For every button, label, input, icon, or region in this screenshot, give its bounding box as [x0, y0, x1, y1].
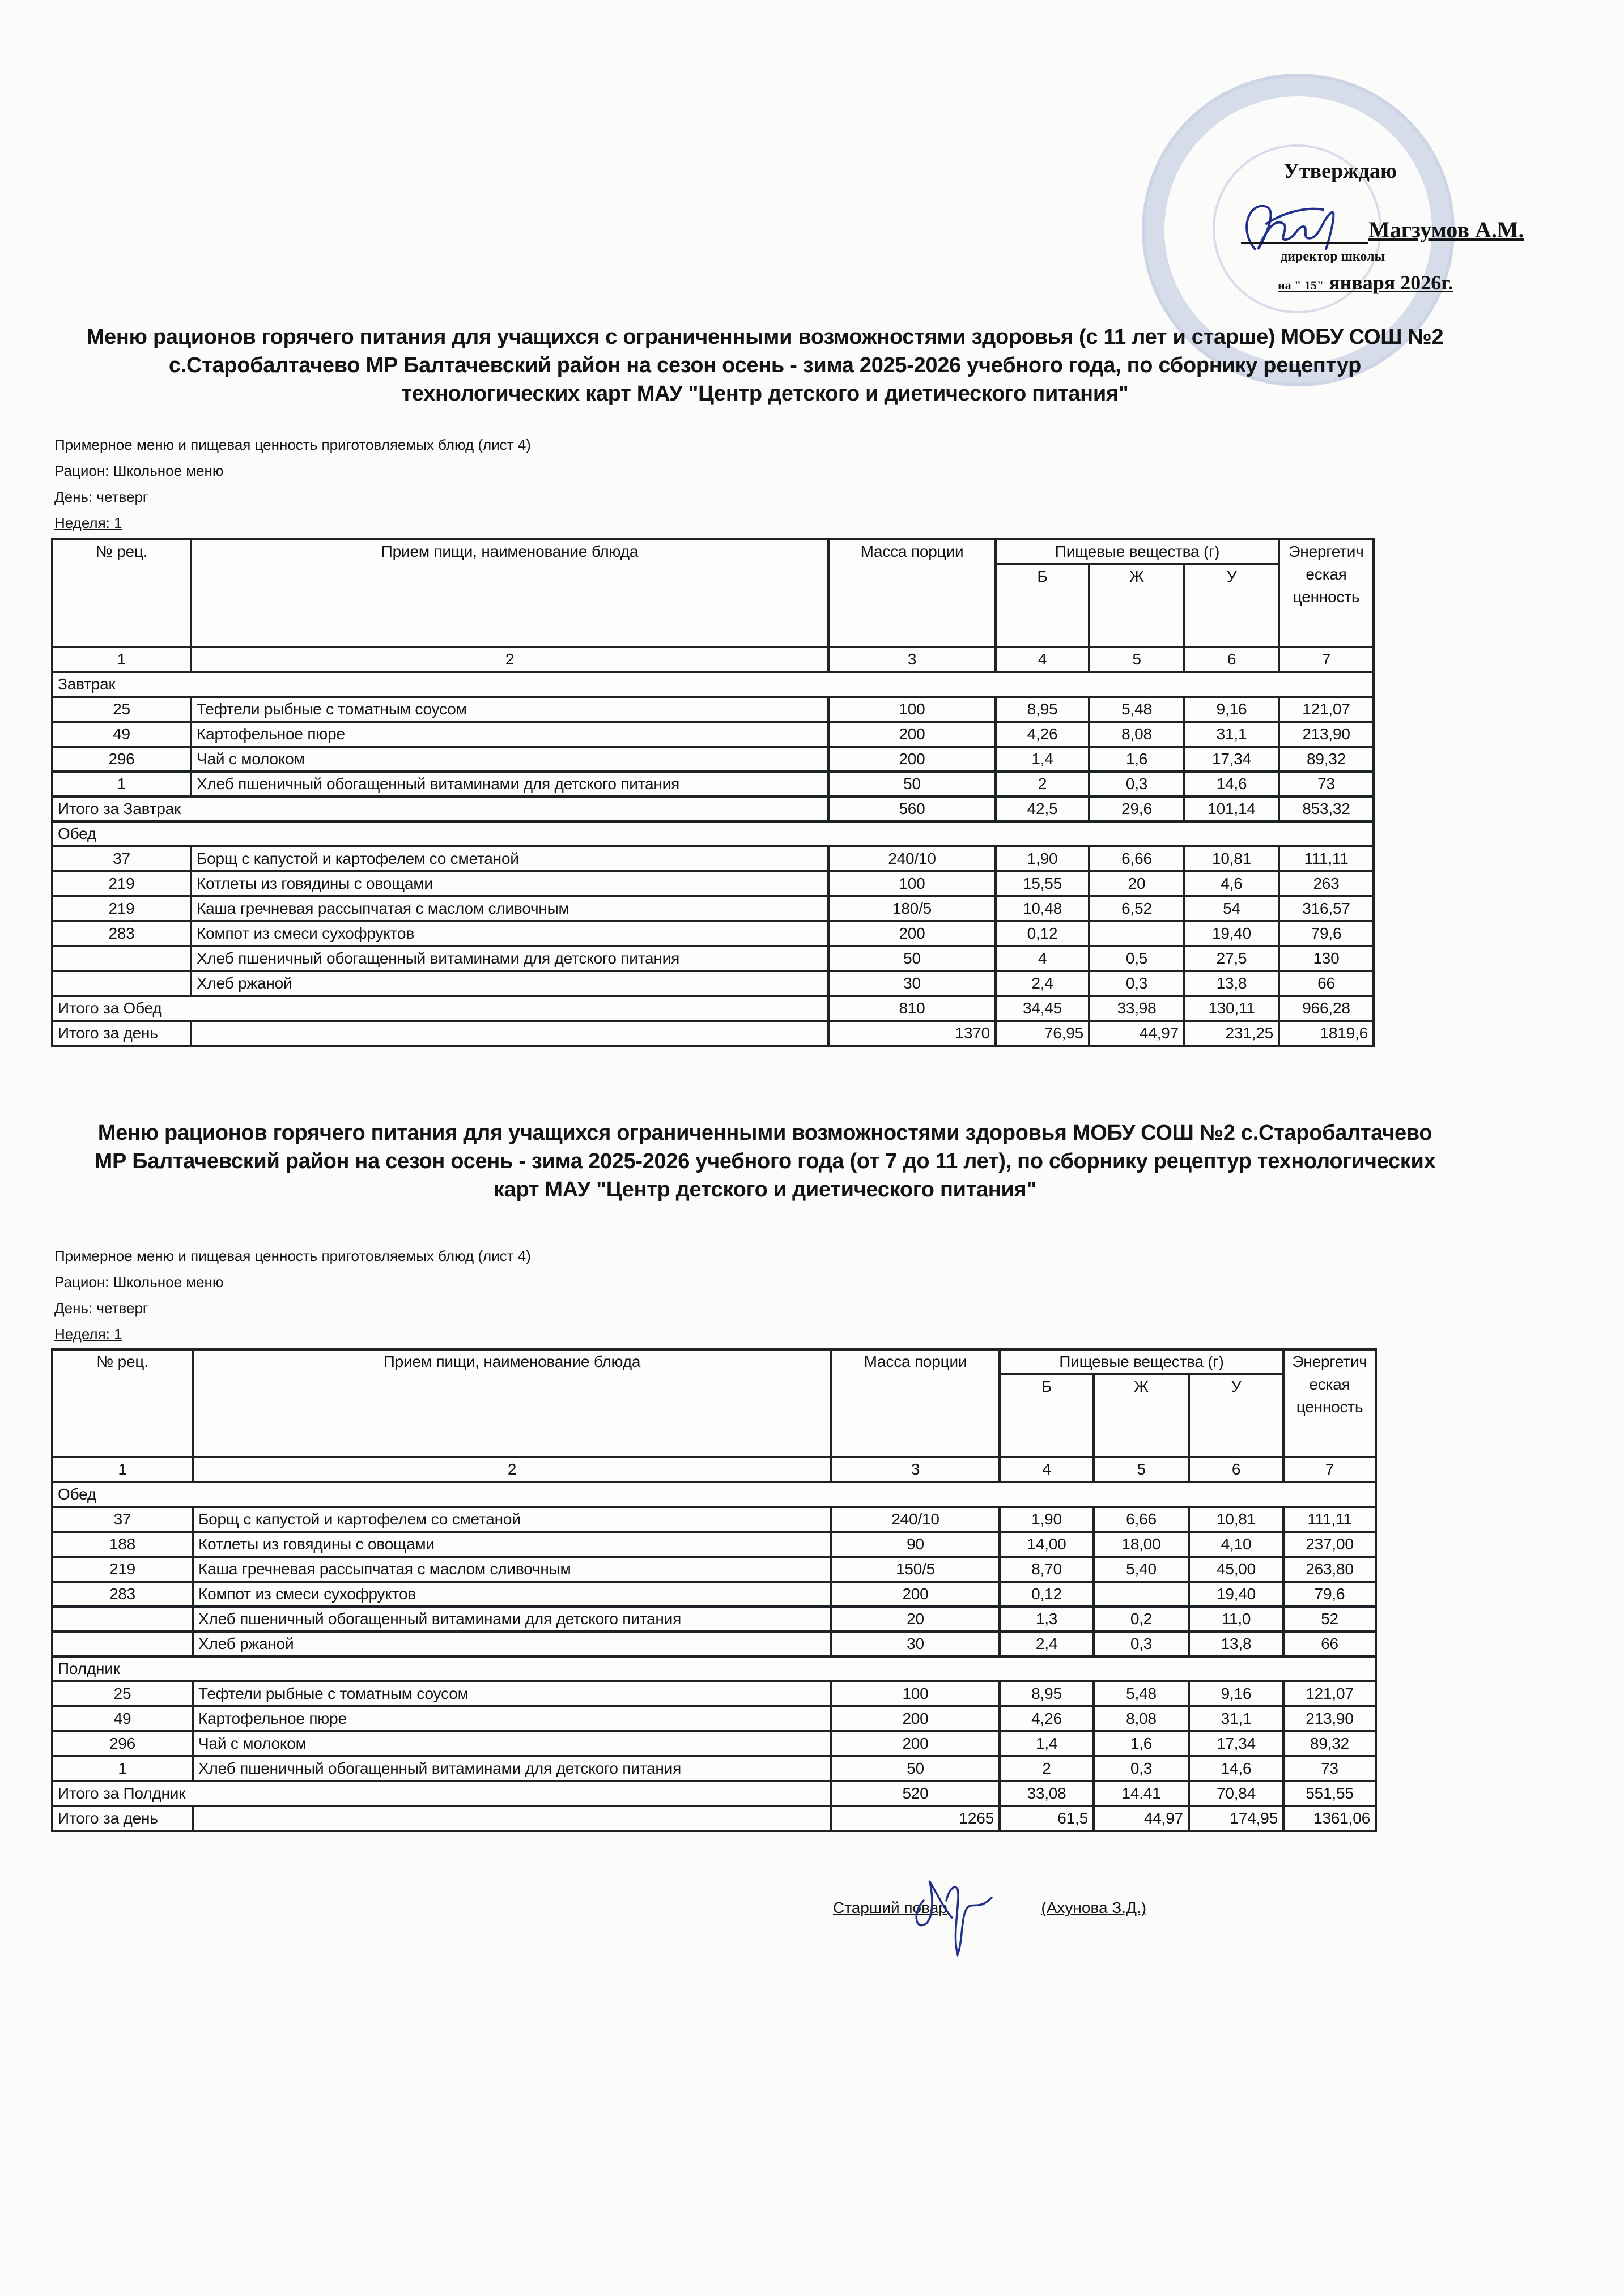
header-nutrients: Пищевые вещества (г): [996, 539, 1279, 564]
section-label: Обед: [52, 821, 1374, 846]
day-total-row: [52, 1806, 1376, 1831]
dish-name: Борщ с капустой и картофелем со сметаной: [191, 846, 828, 871]
menu1-ration-label: Рацион: Школьное меню: [54, 462, 224, 479]
recipe-number: 219: [52, 896, 191, 921]
day-total-fat: 44,97: [1094, 1806, 1189, 1831]
day-total-fat: 44,97: [1089, 1021, 1184, 1046]
protein-value: 2: [1000, 1756, 1094, 1781]
column-number: 5: [1094, 1457, 1189, 1482]
column-number: 4: [996, 647, 1089, 672]
dish-name: Картофельное пюре: [193, 1706, 831, 1731]
total-protein: 33,08: [1000, 1781, 1094, 1806]
dish-name: Картофельное пюре: [191, 722, 828, 747]
total-energy: 853,32: [1279, 796, 1374, 821]
table-row: [52, 971, 1374, 996]
portion-mass: 100: [828, 871, 996, 896]
energy-value: 79,6: [1283, 1582, 1376, 1607]
header-recipe-no: № рец.: [52, 539, 191, 647]
energy-value: 130: [1279, 946, 1374, 971]
dish-name: Котлеты из говядины с овощами: [191, 871, 828, 896]
menu1-meta: [54, 432, 531, 536]
energy-value: 111,11: [1279, 846, 1374, 871]
section-row: [52, 672, 1374, 697]
menu1-title: [57, 323, 1473, 408]
portion-mass: 30: [828, 971, 996, 996]
energy-value: 316,57: [1279, 896, 1374, 921]
menu1-body: [52, 672, 1374, 1046]
approval-date-main: января 2026г.: [1329, 271, 1453, 294]
director-signature-icon: [1232, 195, 1368, 258]
section-total-row: [52, 796, 1374, 821]
header-carbs: У: [1184, 564, 1279, 647]
column-number: 4: [1000, 1457, 1094, 1482]
total-fat: 14.41: [1094, 1781, 1189, 1806]
energy-value: 66: [1283, 1632, 1376, 1656]
column-number: 3: [831, 1457, 1000, 1482]
fat-value: 1,6: [1094, 1731, 1189, 1756]
column-number: 7: [1283, 1457, 1376, 1482]
energy-value: 121,07: [1279, 697, 1374, 722]
menu2-meta: [54, 1243, 531, 1347]
day-total-row: [52, 1021, 1374, 1046]
portion-mass: 100: [831, 1681, 1000, 1706]
header-mass: Масса порции: [828, 539, 996, 647]
carbs-value: 9,16: [1184, 697, 1279, 722]
section-row: [52, 1656, 1376, 1681]
cook-role: Старший повар: [833, 1899, 947, 1916]
protein-value: 2,4: [1000, 1632, 1094, 1656]
portion-mass: 50: [828, 772, 996, 796]
signature-line: [1241, 242, 1368, 244]
carbs-value: 13,8: [1184, 971, 1279, 996]
header-carbs: У: [1189, 1374, 1283, 1457]
dish-name: Компот из смеси сухофруктов: [191, 921, 828, 946]
table-header-row: [52, 1349, 1376, 1374]
carbs-value: 54: [1184, 896, 1279, 921]
table-row: [52, 1731, 1376, 1756]
fat-value: 0,3: [1089, 971, 1184, 996]
header-dish: Прием пищи, наименование блюда: [193, 1349, 831, 1457]
carbs-value: 14,6: [1189, 1756, 1283, 1781]
carbs-value: 10,81: [1184, 846, 1279, 871]
column-number: 2: [191, 647, 828, 672]
menu2-title-line: МР Балтачевский район на сезон осень - зима 2025-2026 учебного года (от 7 до 11 лет), по сборнику рецептур технологических: [94, 1149, 1436, 1173]
fat-value: 5,40: [1094, 1557, 1189, 1582]
fat-value: 0,3: [1094, 1756, 1189, 1781]
section-total-label: Итого за Обед: [52, 996, 828, 1021]
menu1-sheet-label: Примерное меню и пищевая ценность приготовляемых блюд (лист 4): [54, 436, 531, 453]
total-protein: 34,45: [996, 996, 1089, 1021]
recipe-number: [52, 1632, 193, 1656]
carbs-value: 4,10: [1189, 1532, 1283, 1557]
day-total-carbs: 231,25: [1184, 1021, 1279, 1046]
approval-title: Утверждаю: [1283, 159, 1397, 183]
total-mass: 810: [828, 996, 996, 1021]
fat-value: 6,66: [1089, 846, 1184, 871]
recipe-number: [52, 946, 191, 971]
column-number-row: [52, 647, 1374, 672]
section-total-label: Итого за Полдник: [52, 1781, 831, 1806]
table-row: [52, 846, 1374, 871]
dish-name: Борщ с капустой и картофелем со сметаной: [193, 1507, 831, 1532]
dish-name: Компот из смеси сухофруктов: [193, 1582, 831, 1607]
dish-name: Хлеб пшеничный обогащенный витаминами для детского питания: [191, 946, 828, 971]
header-energy-line: Энергетич: [1292, 1353, 1367, 1370]
recipe-number: 1: [52, 772, 191, 796]
dish-name: Хлеб ржаной: [191, 971, 828, 996]
table-row: [52, 921, 1374, 946]
carbs-value: 17,34: [1189, 1731, 1283, 1756]
total-carbs: 70,84: [1189, 1781, 1283, 1806]
cook-name: (Ахунова З.Д.): [1041, 1899, 1147, 1916]
cook-signature-icon: [907, 1878, 997, 1957]
day-total-mass: 1370: [828, 1021, 996, 1046]
recipe-number: 1: [52, 1756, 193, 1781]
portion-mass: 50: [828, 946, 996, 971]
header-energy: [1283, 1349, 1376, 1457]
day-total-label: Итого за день: [52, 1806, 193, 1831]
fat-value: 8,08: [1089, 722, 1184, 747]
energy-value: 263,80: [1283, 1557, 1376, 1582]
portion-mass: 50: [831, 1756, 1000, 1781]
day-total-protein: 76,95: [996, 1021, 1089, 1046]
recipe-number: 37: [52, 1507, 193, 1532]
column-number: 6: [1184, 647, 1279, 672]
section-label: Полдник: [52, 1656, 1376, 1681]
table-row: [52, 1582, 1376, 1607]
day-total-protein: 61,5: [1000, 1806, 1094, 1831]
table-row: [52, 697, 1374, 722]
header-nutrients: Пищевые вещества (г): [1000, 1349, 1283, 1374]
protein-value: 0,12: [996, 921, 1089, 946]
dish-name: Чай с молоком: [191, 747, 828, 772]
day-total-energy: 1819,6: [1279, 1021, 1374, 1046]
carbs-value: 27,5: [1184, 946, 1279, 971]
fat-value: 6,66: [1094, 1507, 1189, 1532]
portion-mass: 200: [831, 1731, 1000, 1756]
menu1-table: [51, 538, 1375, 1047]
menu2-table: [51, 1348, 1377, 1832]
fat-value: [1094, 1582, 1189, 1607]
header-energy-line: ценность: [1293, 588, 1360, 606]
column-number: 7: [1279, 647, 1374, 672]
approval-date-prefix: на " 15": [1278, 278, 1324, 292]
table-row: [52, 946, 1374, 971]
protein-value: 1,4: [996, 747, 1089, 772]
director-name: Магзумов А.М.: [1368, 217, 1524, 242]
fat-value: 0,5: [1089, 946, 1184, 971]
carbs-value: 31,1: [1184, 722, 1279, 747]
portion-mass: 90: [831, 1532, 1000, 1557]
approval-date: [1278, 271, 1453, 295]
protein-value: 15,55: [996, 871, 1089, 896]
fat-value: 6,52: [1089, 896, 1184, 921]
portion-mass: 200: [831, 1582, 1000, 1607]
fat-value: 0,3: [1089, 772, 1184, 796]
header-fat: Ж: [1089, 564, 1184, 647]
table-row: [52, 1507, 1376, 1532]
portion-mass: 200: [828, 722, 996, 747]
protein-value: 8,70: [1000, 1557, 1094, 1582]
fat-value: 20: [1089, 871, 1184, 896]
fat-value: [1089, 921, 1184, 946]
section-total-label: Итого за Завтрак: [52, 796, 828, 821]
table-row: [52, 1532, 1376, 1557]
menu1-title-line: технологических карт МАУ "Центр детского и диетического питания": [401, 382, 1129, 406]
carbs-value: 10,81: [1189, 1507, 1283, 1532]
menu2-day-label: День: четверг: [54, 1300, 148, 1317]
day-total-energy: 1361,06: [1283, 1806, 1376, 1831]
table-row: [52, 1706, 1376, 1731]
recipe-number: 283: [52, 1582, 193, 1607]
header-energy-line: еская: [1306, 565, 1347, 583]
protein-value: 14,00: [1000, 1532, 1094, 1557]
section-row: [52, 1482, 1376, 1507]
recipe-number: 49: [52, 722, 191, 747]
menu2-body: [52, 1482, 1376, 1831]
total-mass: 560: [828, 796, 996, 821]
carbs-value: 19,40: [1184, 921, 1279, 946]
dish-name: Тефтели рыбные с томатным соусом: [193, 1681, 831, 1706]
header-dish: Прием пищи, наименование блюда: [191, 539, 828, 647]
portion-mass: 240/10: [831, 1507, 1000, 1532]
section-label: Обед: [52, 1482, 1376, 1507]
day-total-empty: [193, 1806, 831, 1831]
recipe-number: 296: [52, 747, 191, 772]
recipe-number: 296: [52, 1731, 193, 1756]
energy-value: 73: [1283, 1756, 1376, 1781]
protein-value: 8,95: [996, 697, 1089, 722]
portion-mass: 200: [831, 1706, 1000, 1731]
carbs-value: 4,6: [1184, 871, 1279, 896]
protein-value: 4,26: [1000, 1706, 1094, 1731]
table-row: [52, 747, 1374, 772]
energy-value: 111,11: [1283, 1507, 1376, 1532]
fat-value: 18,00: [1094, 1532, 1189, 1557]
carbs-value: 45,00: [1189, 1557, 1283, 1582]
carbs-value: 9,16: [1189, 1681, 1283, 1706]
header-protein: Б: [996, 564, 1089, 647]
table-row: [52, 871, 1374, 896]
protein-value: 0,12: [1000, 1582, 1094, 1607]
total-energy: 551,55: [1283, 1781, 1376, 1806]
dish-name: Каша гречневая рассыпчатая с маслом сливочным: [191, 896, 828, 921]
energy-value: 73: [1279, 772, 1374, 796]
portion-mass: 180/5: [828, 896, 996, 921]
protein-value: 2,4: [996, 971, 1089, 996]
portion-mass: 150/5: [831, 1557, 1000, 1582]
portion-mass: 20: [831, 1607, 1000, 1632]
dish-name: Котлеты из говядины с овощами: [193, 1532, 831, 1557]
section-total-row: [52, 1781, 1376, 1806]
header-mass: Масса порции: [831, 1349, 1000, 1457]
menu1-title-line: Меню рационов горячего питания для учащихся с ограниченными возможностями здоровья (с 11 лет и старше) МОБУ СОШ №2: [86, 325, 1444, 349]
recipe-number: [52, 971, 191, 996]
section-total-row: [52, 996, 1374, 1021]
energy-value: 121,07: [1283, 1681, 1376, 1706]
dish-name: Чай с молоком: [193, 1731, 831, 1756]
recipe-number: [52, 1607, 193, 1632]
portion-mass: 200: [828, 747, 996, 772]
recipe-number: 37: [52, 846, 191, 871]
table-row: [52, 1756, 1376, 1781]
protein-value: 1,3: [1000, 1607, 1094, 1632]
total-carbs: 130,11: [1184, 996, 1279, 1021]
header-recipe-no: № рец.: [52, 1349, 193, 1457]
fat-value: 0,2: [1094, 1607, 1189, 1632]
recipe-number: 25: [52, 1681, 193, 1706]
director-role: директор школы: [1281, 249, 1385, 264]
table-row: [52, 1557, 1376, 1582]
carbs-value: 11,0: [1189, 1607, 1283, 1632]
day-total-empty: [191, 1021, 828, 1046]
table-header-row: [52, 539, 1374, 564]
carbs-value: 31,1: [1189, 1706, 1283, 1731]
column-number: 1: [52, 647, 191, 672]
header-energy-line: Энергетич: [1289, 543, 1364, 560]
energy-value: 213,90: [1279, 722, 1374, 747]
portion-mass: 200: [828, 921, 996, 946]
column-number: 3: [828, 647, 996, 672]
energy-value: 52: [1283, 1607, 1376, 1632]
dish-name: Хлеб пшеничный обогащенный витаминами для детского питания: [191, 772, 828, 796]
protein-value: 4: [996, 946, 1089, 971]
protein-value: 1,90: [1000, 1507, 1094, 1532]
recipe-number: 219: [52, 1557, 193, 1582]
total-energy: 966,28: [1279, 996, 1374, 1021]
menu2-week-label: Неделя: 1: [54, 1326, 122, 1343]
protein-value: 10,48: [996, 896, 1089, 921]
fat-value: 0,3: [1094, 1632, 1189, 1656]
protein-value: 8,95: [1000, 1681, 1094, 1706]
dish-name: Тефтели рыбные с томатным соусом: [191, 697, 828, 722]
total-mass: 520: [831, 1781, 1000, 1806]
dish-name: Хлеб пшеничный обогащенный витаминами для детского питания: [193, 1756, 831, 1781]
portion-mass: 240/10: [828, 846, 996, 871]
menu2-title: [57, 1119, 1473, 1204]
portion-mass: 30: [831, 1632, 1000, 1656]
energy-value: 89,32: [1279, 747, 1374, 772]
protein-value: 4,26: [996, 722, 1089, 747]
total-fat: 33,98: [1089, 996, 1184, 1021]
header-energy-line: ценность: [1296, 1398, 1363, 1416]
protein-value: 1,90: [996, 846, 1089, 871]
dish-name: Каша гречневая рассыпчатая с маслом сливочным: [193, 1557, 831, 1582]
column-number: 2: [193, 1457, 831, 1482]
menu2-title-line: Меню рационов горячего питания для учащихся ограниченными возможностями здоровья МОБУ СОШ №2 с.Старобалтачево: [97, 1121, 1432, 1145]
total-carbs: 101,14: [1184, 796, 1279, 821]
menu2-title-line: карт МАУ "Центр детского и диетического питания": [493, 1178, 1037, 1202]
fat-value: 8,08: [1094, 1706, 1189, 1731]
header-fat: Ж: [1094, 1374, 1189, 1457]
energy-value: 89,32: [1283, 1731, 1376, 1756]
table-row: [52, 772, 1374, 796]
fat-value: 5,48: [1089, 697, 1184, 722]
recipe-number: 25: [52, 697, 191, 722]
recipe-number: 283: [52, 921, 191, 946]
header-energy: [1279, 539, 1374, 647]
total-fat: 29,6: [1089, 796, 1184, 821]
day-total-mass: 1265: [831, 1806, 1000, 1831]
recipe-number: 49: [52, 1706, 193, 1731]
recipe-number: 219: [52, 871, 191, 896]
dish-name: Хлеб ржаной: [193, 1632, 831, 1656]
dish-name: Хлеб пшеничный обогащенный витаминами для детского питания: [193, 1607, 831, 1632]
protein-value: 1,4: [1000, 1731, 1094, 1756]
energy-value: 79,6: [1279, 921, 1374, 946]
carbs-value: 17,34: [1184, 747, 1279, 772]
column-number-row: [52, 1457, 1376, 1482]
table-row: [52, 1632, 1376, 1656]
table-row: [52, 896, 1374, 921]
total-protein: 42,5: [996, 796, 1089, 821]
column-number: 1: [52, 1457, 193, 1482]
table-row: [52, 722, 1374, 747]
carbs-value: 13,8: [1189, 1632, 1283, 1656]
menu2-sheet-label: Примерное меню и пищевая ценность приготовляемых блюд (лист 4): [54, 1247, 531, 1264]
header-protein: Б: [1000, 1374, 1094, 1457]
table-row: [52, 1607, 1376, 1632]
energy-value: 237,00: [1283, 1532, 1376, 1557]
menu1-week-label: Неделя: 1: [54, 514, 122, 531]
header-energy-line: еская: [1309, 1375, 1350, 1393]
day-total-label: Итого за день: [52, 1021, 191, 1046]
menu1-title-line: с.Старобалтачево МР Балтачевский район на сезон осень - зима 2025-2026 учебного года, по сборнику рецептур: [168, 353, 1362, 377]
energy-value: 213,90: [1283, 1706, 1376, 1731]
fat-value: 1,6: [1089, 747, 1184, 772]
recipe-number: 188: [52, 1532, 193, 1557]
energy-value: 66: [1279, 971, 1374, 996]
carbs-value: 19,40: [1189, 1582, 1283, 1607]
column-number: 6: [1189, 1457, 1283, 1482]
menu2-ration-label: Рацион: Школьное меню: [54, 1273, 224, 1290]
protein-value: 2: [996, 772, 1089, 796]
fat-value: 5,48: [1094, 1681, 1189, 1706]
day-total-carbs: 174,95: [1189, 1806, 1283, 1831]
table-row: [52, 1681, 1376, 1706]
menu1-day-label: День: четверг: [54, 488, 148, 505]
portion-mass: 100: [828, 697, 996, 722]
energy-value: 263: [1279, 871, 1374, 896]
column-number: 5: [1089, 647, 1184, 672]
section-row: [52, 821, 1374, 846]
carbs-value: 14,6: [1184, 772, 1279, 796]
section-label: Завтрак: [52, 672, 1374, 697]
